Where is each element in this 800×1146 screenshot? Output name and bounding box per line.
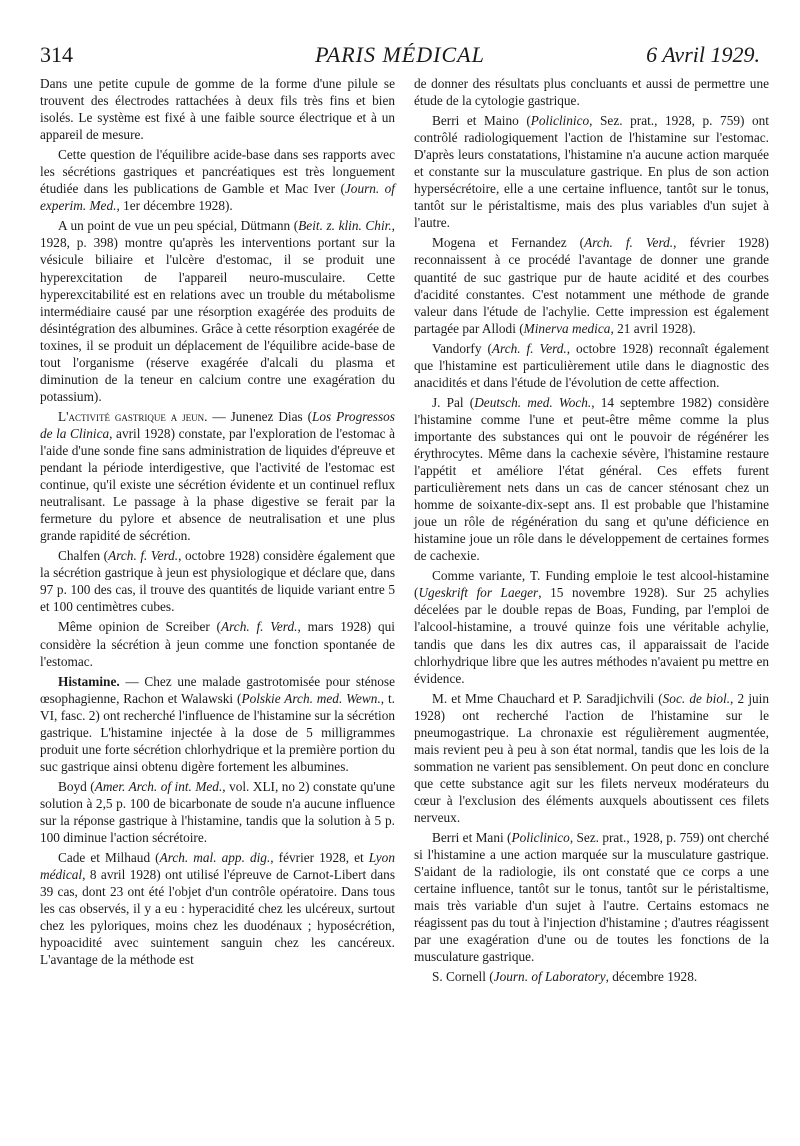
paragraph: Vandorfy (Arch. f. Verd., octobre 1928) reconnaît également que l'histamine est particulièrement utile dans le diagnostic des anacidités et dans l'étude de l'évolution de cette affection. — [414, 340, 769, 390]
paragraph: Histamine. — Chez une malade gastrotomisée pour sténose œsophagienne, Rachon et Walawski (Polskie Arch. med. Wewn., t. VI, fasc. 2) ont recherché l'influence de l'histamine sur la sécrétion gastrique. L'histamine injectée à la dose de 5 milligrammes produit une forte sécrétion chlorhydrique et la première portion du suc gastrique ainsi obtenu digère fortement les albumines. — [40, 673, 395, 774]
paragraph: Berri et Maino (Policlinico, Sez. prat., 1928, p. 759) ont contrôlé radiologiquement l'action de l'histamine sur l'estomac. D'après leurs constatations, l'histamine n'a aucune action marquée et constante sur la musculature gastrique. En plus de son action hypersécrétoire, elle a une certaine influence, tantôt sur le tonus, tantôt sur le péristaltisme, mais des plus variables d'un sujet à l'autre. — [414, 113, 769, 231]
citation: Deutsch. med. Woch. — [474, 394, 592, 410]
paragraph: Berri et Mani (Policlinico, Sez. prat., 1928, p. 759) ont cherché si l'histamine a une action marquée sur la musculature gastrique. S'aidant de la radiologie, ils ont constaté que ce corps a une certaine influence, tantôt sur le tonus, tantôt sur le péristaltisme, mais très variable d'un sujet à l'autre. Certains estomacs ne réagissent pas du tout à l'injection d'histamine ; d'autres réagissent par une exagération d'une ou de toutes les fonctions de la musculature gastrique. — [414, 830, 770, 965]
paragraph: Cade et Milhaud (Arch. mal. app. dig., février 1928, et Lyon médical, 8 avril 1928) ont utilisé l'épreuve de Carnot-Libert dans 39 cas, dont 23 ont été l'objet d'un contrôle opératoire. Dans tous les cas observés, il y a eu : hyperacidité chez les ulcéreux, surtout chez les pyloriques, moins chez les duodénaux ; hyposécrétion, hypoacidité avec suintement sanguin chez les cancéreux. L'avantage de la méthode est — [40, 850, 395, 968]
citation: Amer. Arch. of int. Med. — [94, 778, 223, 794]
paragraph: de donner des résultats plus concluants et aussi de permettre une étude de la cytologie gastrique. — [414, 76, 769, 109]
citation: Soc. de biol. — [662, 690, 731, 706]
paragraph: Comme variante, T. Funding emploie le test alcool-histamine (Ugeskrift for Laeger, 15 novembre 1928). Sur 25 achylies décelées par le double repas de Boas, Funding, par l'emploi de l'alcool-histamine, a trouvé quinze fois une véritable achylie, tandis que dans les dix autres cas, il apparaissait de l'acide chlorhydrique libre que les autres méthodes n'avaient pu mettre en évidence. — [414, 568, 769, 686]
paragraph: S. Cornell (Journ. of Laboratory, décembre 1928. — [432, 969, 698, 985]
citation: Arch. mal. app. dig. — [159, 850, 271, 866]
running-header — [40, 40, 760, 70]
citation: Journ. of experim. Med. — [40, 181, 396, 214]
citation: Ugeskrift for Laeger — [418, 585, 539, 601]
citation: Policlinico — [530, 113, 590, 129]
journal-title: PARIS MÉDICAL — [315, 42, 485, 67]
citation: Arch. f. Verd. — [108, 548, 179, 564]
section-heading: L'activité gastrique a jeun. — [58, 408, 208, 424]
paragraph: A un point de vue un peu spécial, Dütmann (Beit. z. klin. Chir., 1928, p. 398) montre qu'après les interventions portant sur la vésicule biliaire et l'ulcère d'estomac, il se produit une hyperexcitation de l'appareil neuro-musculaire. Cette hyperexcitabilité est en relations avec un trouble du métabolisme intermédiaire causé par une résorption exagérée des produits de désintégration des albumines. Grâce à cette résorption exagérée de toxines, il se produit un déplacement de l'équilibre acide-base de tout l'organisme (réserve exagérée d'alcali du plasma et diminution de la teneur en calcium contre une exagération du potassium). — [40, 218, 395, 404]
right-column — [414, 75, 769, 988]
paragraph: M. et Mme Chauchard et P. Saradjichvili (Soc. de biol., 2 juin 1928) ont recherché l'action de l'histamine sur le pneumogastrique. La chronaxie est régulièrement augmentée, mais revient peu à peu à son état normal, tandis que les lois de la sommation ne varient pas sensiblement. On peut donc en conclure que cette substance agit sur les filets nerveux modérateurs du cœur à l'exclusion des éléments auxquels aboutissent ces filets nerveux. — [414, 690, 769, 825]
section-heading: Histamine. — [58, 673, 120, 689]
paragraph: Même opinion de Screiber (Arch. f. Verd., mars 1928) qui considère la sécrétion à jeun comme une fonction spontanée de l'estomac. — [40, 619, 395, 669]
paragraph: J. Pal (Deutsch. med. Woch., 14 septembre 1982) considère l'histamine comme l'une et peut-être même comme la plus importante des substances qui ont le pouvoir de régénérer les érythrocytes. Même dans la cachexie sévère, l'histamine restaure l'appétit et améliore l'état général. Ces effets furent particulièrement nets dans un cas de cancer sténosant chez un homme de soixante-dix-sept ans. Il est probable que l'histamine joue un rôle de régénération du sang et qu'une déficience en histamine joue un rôle dans le développement de certaines formes de cachexie. — [414, 394, 770, 564]
paragraph: Mogena et Fernandez (Arch. f. Verd., février 1928) reconnaissent à ce procédé l'avantage de donner une grande quantité de suc gastrique pur de haute acidité et des courbes d'acidité constantes. C'est notamment une méthode de grande valeur dans l'étude de l'achylie. Cette impression est également partagée par Allodi (Minerva medica, 21 avril 1928). — [414, 235, 769, 336]
citation: Arch. f. Verd. — [221, 619, 298, 635]
paragraph: Chalfen (Arch. f. Verd., octobre 1928) considère également que la sécrétion gastrique à jeun est physiologique et déclare que, dans 97 p. 100 des cas, il trouve des quantités de liquide variant entre 5 et 100 centimètres cubes. — [40, 548, 395, 615]
paragraph: Dans une petite cupule de gomme de la forme d'une pilule se trouvent des électrodes rattachées à deux fils très fins et bien isolés. Le système est fixé à une faible source électrique et à un appareil de mesure. — [40, 76, 395, 143]
paragraph: Cette question de l'équilibre acide-base dans ses rapports avec les sécrétions gastriques et pancréatiques est très longuement étudiée dans les publications de Gamble et Mac Iver (Journ. of experim. Med., 1er décembre 1928). — [40, 147, 396, 214]
paragraph: L'activité gastrique a jeun. — Junenez Dias (Los Progressos de la Clinica, avril 1928) constate, par l'exploration de l'estomac à l'aide d'une sonde fine sans administration de liquides d'épreuve et pendant la période interdigestive, que l'activité de l'estomac est continue, qu'il existe une sécrétion évidente et un continuel reflux neutralisant. Le passage à la phase digestive se ferait par la fermeture du pylore et absence de neutralisation et une plus grande rapidité de sécrétion. — [40, 408, 395, 544]
citation: Polskie Arch. med. Wewn. — [241, 690, 381, 706]
citation: Journ. of Laboratory — [493, 969, 606, 985]
citation: Los Progressos de la Clinica — [40, 408, 395, 441]
citation: Lyon médical — [40, 850, 395, 883]
citation: Arch. f. Verd. — [491, 340, 567, 356]
citation: Minerva medica — [523, 320, 611, 336]
citation: Policlinico — [511, 830, 570, 846]
citation: Beit. z. klin. Chir. — [298, 218, 392, 234]
page-number: 314 — [40, 42, 73, 67]
left-column — [40, 75, 395, 971]
issue-date: 6 Avril 1929. — [646, 42, 760, 67]
paragraph: Boyd (Amer. Arch. of int. Med., vol. XLI, no 2) constate qu'une solution à 2,5 p. 100 de bicarbonate de soude n'a aucune influence sur la réponse gastrique à l'histamine, tandis que la solution à 5 p. 100 diminue l'action sécrétoire. — [40, 778, 395, 846]
citation: Arch. f. Verd. — [584, 235, 674, 251]
